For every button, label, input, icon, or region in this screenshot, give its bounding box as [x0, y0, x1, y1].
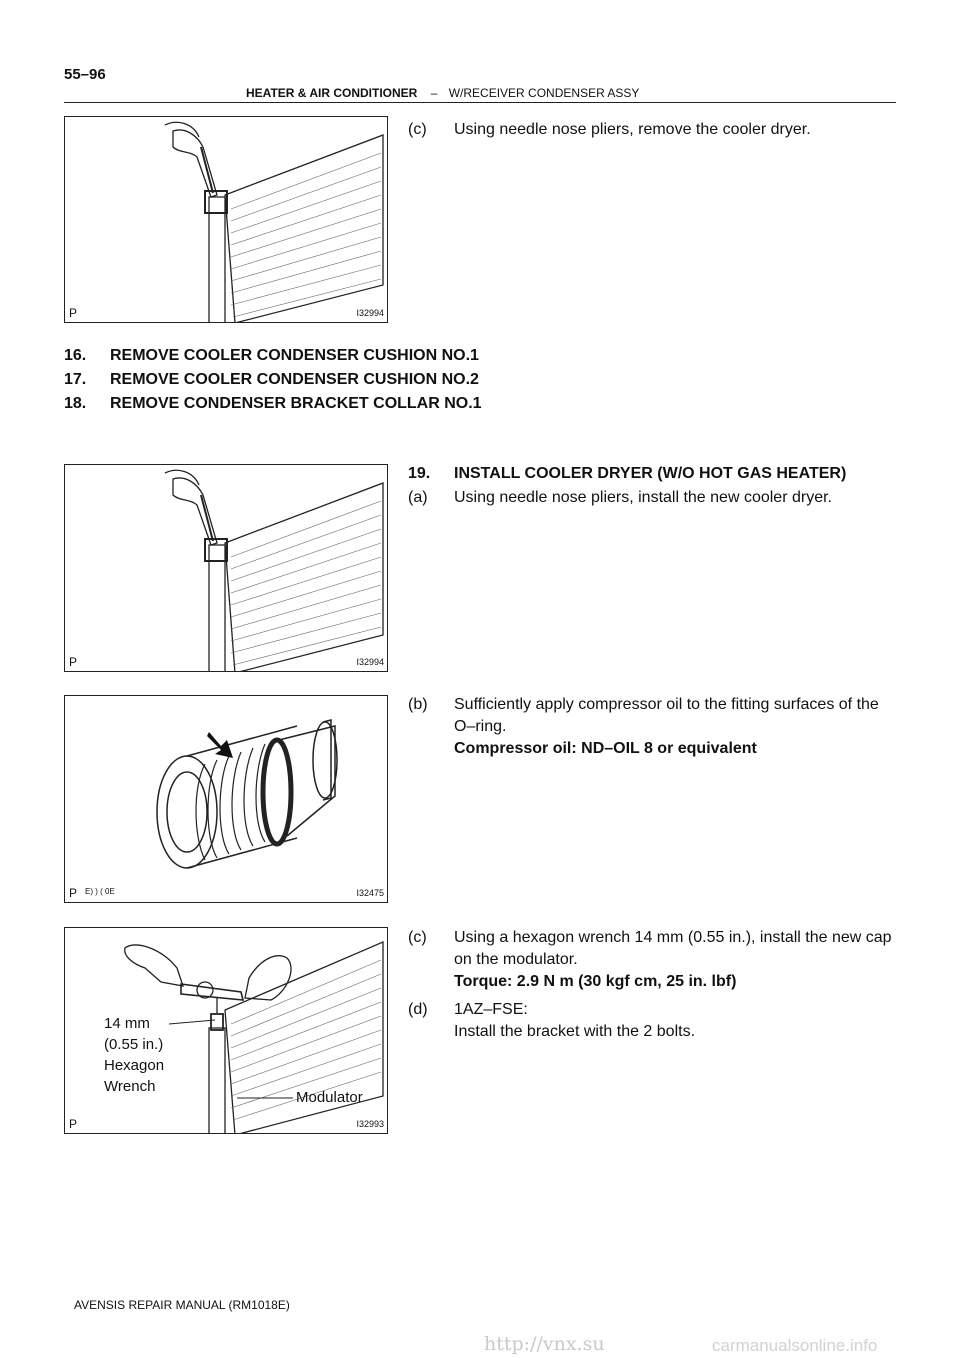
figure-p-mark: P: [69, 1117, 78, 1131]
step-d: [408, 999, 900, 1043]
cap-o-ring-illustration: [65, 696, 388, 903]
step-label: (b): [408, 696, 428, 713]
step-b: [408, 694, 900, 760]
step-text-line1: 1AZ–FSE:: [454, 1001, 528, 1018]
subsection-title: W/RECEIVER CONDENSER ASSY: [448, 86, 640, 100]
figure-install-dryer: [64, 464, 388, 672]
item-17: [64, 369, 479, 391]
figure-code: I32475: [356, 888, 384, 898]
step-label: (c): [408, 929, 427, 946]
figure-code: I32993: [356, 1119, 384, 1129]
header-separator: –: [430, 86, 438, 100]
watermark-link[interactable]: http://vnx.su: [484, 1333, 605, 1355]
callout-line: 14 mm: [104, 1015, 150, 1032]
step-label: (d): [408, 1001, 428, 1018]
wrench-callout: [104, 1013, 164, 1097]
figure-p-mark: P: [69, 655, 78, 669]
figure-code: I32994: [356, 657, 384, 667]
item-text: REMOVE COOLER CONDENSER CUSHION NO.1: [110, 347, 479, 364]
item-text: INSTALL COOLER DRYER (W/O HOT GAS HEATER): [454, 465, 847, 482]
item-number: 18.: [64, 395, 87, 412]
step-c-remove: [408, 119, 900, 141]
step-text-line2: Install the bracket with the 2 bolts.: [454, 1023, 696, 1040]
item-number: 16.: [64, 347, 87, 364]
item-19: [408, 463, 846, 485]
section-title: HEATER & AIR CONDITIONER: [246, 86, 418, 100]
figure-remove-dryer: [64, 116, 388, 323]
step-c-install: [408, 927, 900, 993]
step-text: Using a hexagon wrench 14 mm (0.55 in.), install the new cap on the modulator.: [454, 929, 892, 968]
step-text: Sufficiently apply compressor oil to the fitting surfaces of the O–ring.: [454, 696, 879, 735]
step-label: (c): [408, 121, 427, 138]
step-spec: Compressor oil: ND–OIL 8 or equivalent: [454, 740, 757, 757]
item-number: 19.: [408, 465, 431, 482]
callout-line: (0.55 in.): [104, 1036, 164, 1053]
step-spec: Torque: 2.9 N m (30 kgf cm, 25 in. lbf): [454, 973, 737, 990]
figure-sub-code: E) ) ( 0E: [85, 887, 115, 896]
item-16: [64, 345, 479, 367]
pliers-condenser-illustration: [65, 117, 388, 323]
item-text: REMOVE CONDENSER BRACKET COLLAR NO.1: [110, 395, 482, 412]
callout-line: Wrench: [104, 1078, 156, 1095]
running-header: [246, 86, 639, 100]
step-label: (a): [408, 489, 428, 506]
figure-code: I32994: [356, 308, 384, 318]
page-number: 55–96: [64, 66, 106, 83]
item-18: [64, 393, 482, 415]
pliers-condenser-illustration: [65, 465, 388, 672]
step-text: Using needle nose pliers, install the new cooler dryer.: [454, 489, 832, 506]
callout-line: Hexagon: [104, 1057, 165, 1074]
figure-o-ring: [64, 695, 388, 903]
figure-p-mark: P: [69, 306, 78, 320]
step-text: Using needle nose pliers, remove the cooler dryer.: [454, 121, 811, 138]
item-text: REMOVE COOLER CONDENSER CUSHION NO.2: [110, 371, 479, 388]
modulator-callout: Modulator: [296, 1089, 363, 1106]
footer: AVENSIS REPAIR MANUAL (RM1018E): [74, 1298, 290, 1312]
header-rule: [64, 102, 896, 103]
watermark-site: carmanualsonline.info: [712, 1336, 878, 1355]
item-number: 17.: [64, 371, 87, 388]
figure-p-mark: P: [69, 886, 78, 900]
step-a: [408, 487, 900, 509]
